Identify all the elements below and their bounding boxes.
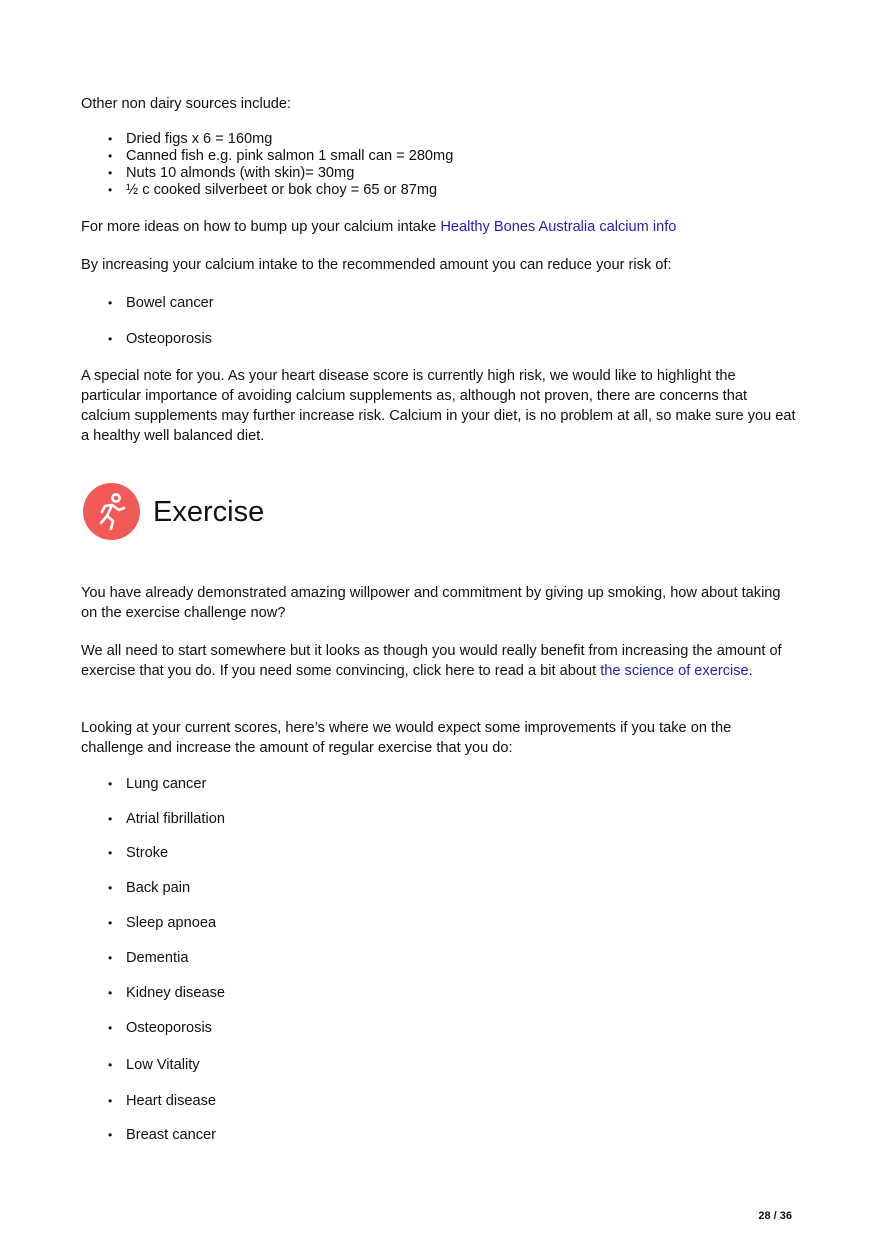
healthy-bones-link[interactable]: Healthy Bones Australia calcium info (440, 219, 677, 235)
list-item: • ½ c cooked silverbeet or bok choy = 65 or 87mg (108, 182, 438, 198)
list-item: • Osteoporosis (108, 331, 212, 347)
bullet-icon: • (108, 1128, 113, 1142)
list-item: • Canned fish e.g. pink salmon 1 small can = 280mg (108, 148, 454, 164)
exercise-benefit-paragraph: We all need to start somewhere but it looks as though you would really benefit from increasing the amount of exercise that you do. If you need some convincing, click here to read a bit about the science of exercise. (81, 643, 782, 679)
list-item: • Nuts 10 almonds (with skin)= 30mg (108, 165, 355, 181)
exercise-heading: Exercise (153, 496, 265, 528)
science-of-exercise-link[interactable]: the science of exercise (600, 663, 749, 679)
scores-intro-paragraph: Looking at your current scores, here’s where we would expect some improvements if you take on the challenge and increase the amount of regular exercise that you do: (81, 720, 732, 756)
bullet-icon: • (108, 951, 113, 965)
calcium-sources-intro: Other non dairy sources include: (81, 96, 292, 112)
list-item: • Low Vitality (108, 1057, 200, 1073)
bullet-icon: • (108, 986, 113, 1000)
bullet-icon: • (108, 1058, 113, 1072)
list-item: • Dementia (108, 950, 189, 966)
exercise-icon-badge (83, 483, 140, 540)
bullet-icon: • (108, 332, 113, 346)
bullet-icon: • (108, 1021, 113, 1035)
bullet-icon: • (108, 812, 113, 826)
bullet-icon: • (108, 149, 113, 163)
list-item: • Sleep apnoea (108, 915, 217, 931)
list-item: • Heart disease (108, 1093, 217, 1109)
special-note-paragraph: A special note for you. As your heart disease score is currently high risk, we would like to highlight the particular importance of avoiding calcium supplements as, although not proven, there are concerns that calcium supplements may further increase risk. Calcium in your diet, is no problem at all, so make sure you eat a healthy well balanced diet. (81, 368, 796, 444)
list-item: • Breast cancer (108, 1127, 217, 1143)
list-item: • Stroke (108, 845, 169, 861)
bullet-icon: • (108, 881, 113, 895)
running-person-icon (83, 483, 140, 540)
bullet-icon: • (108, 296, 113, 310)
bullet-icon: • (108, 132, 113, 146)
list-item: • Lung cancer (108, 776, 207, 792)
list-item: • Dried figs x 6 = 160mg (108, 131, 273, 147)
calcium-sources-list (108, 131, 798, 199)
willpower-paragraph: You have already demonstrated amazing willpower and commitment by giving up smoking, how about taking on the exercise challenge now? (81, 585, 781, 621)
bullet-icon: • (108, 916, 113, 930)
bullet-icon: • (108, 166, 113, 180)
calcium-risk-intro: By increasing your calcium intake to the recommended amount you can reduce your risk of: (81, 257, 672, 273)
calcium-ideas-paragraph: For more ideas on how to bump up your calcium intake Healthy Bones Australia calcium info (81, 219, 677, 235)
list-item: • Kidney disease (108, 985, 225, 1001)
bullet-icon: • (108, 846, 113, 860)
page-number: 28 / 36 (758, 1210, 792, 1222)
list-item: • Bowel cancer (108, 295, 214, 311)
bullet-icon: • (108, 183, 113, 197)
list-item: • Osteoporosis (108, 1020, 212, 1036)
bullet-icon: • (108, 1094, 113, 1108)
list-item: • Back pain (108, 880, 191, 896)
bullet-icon: • (108, 777, 113, 791)
list-item: • Atrial fibrillation (108, 811, 225, 827)
